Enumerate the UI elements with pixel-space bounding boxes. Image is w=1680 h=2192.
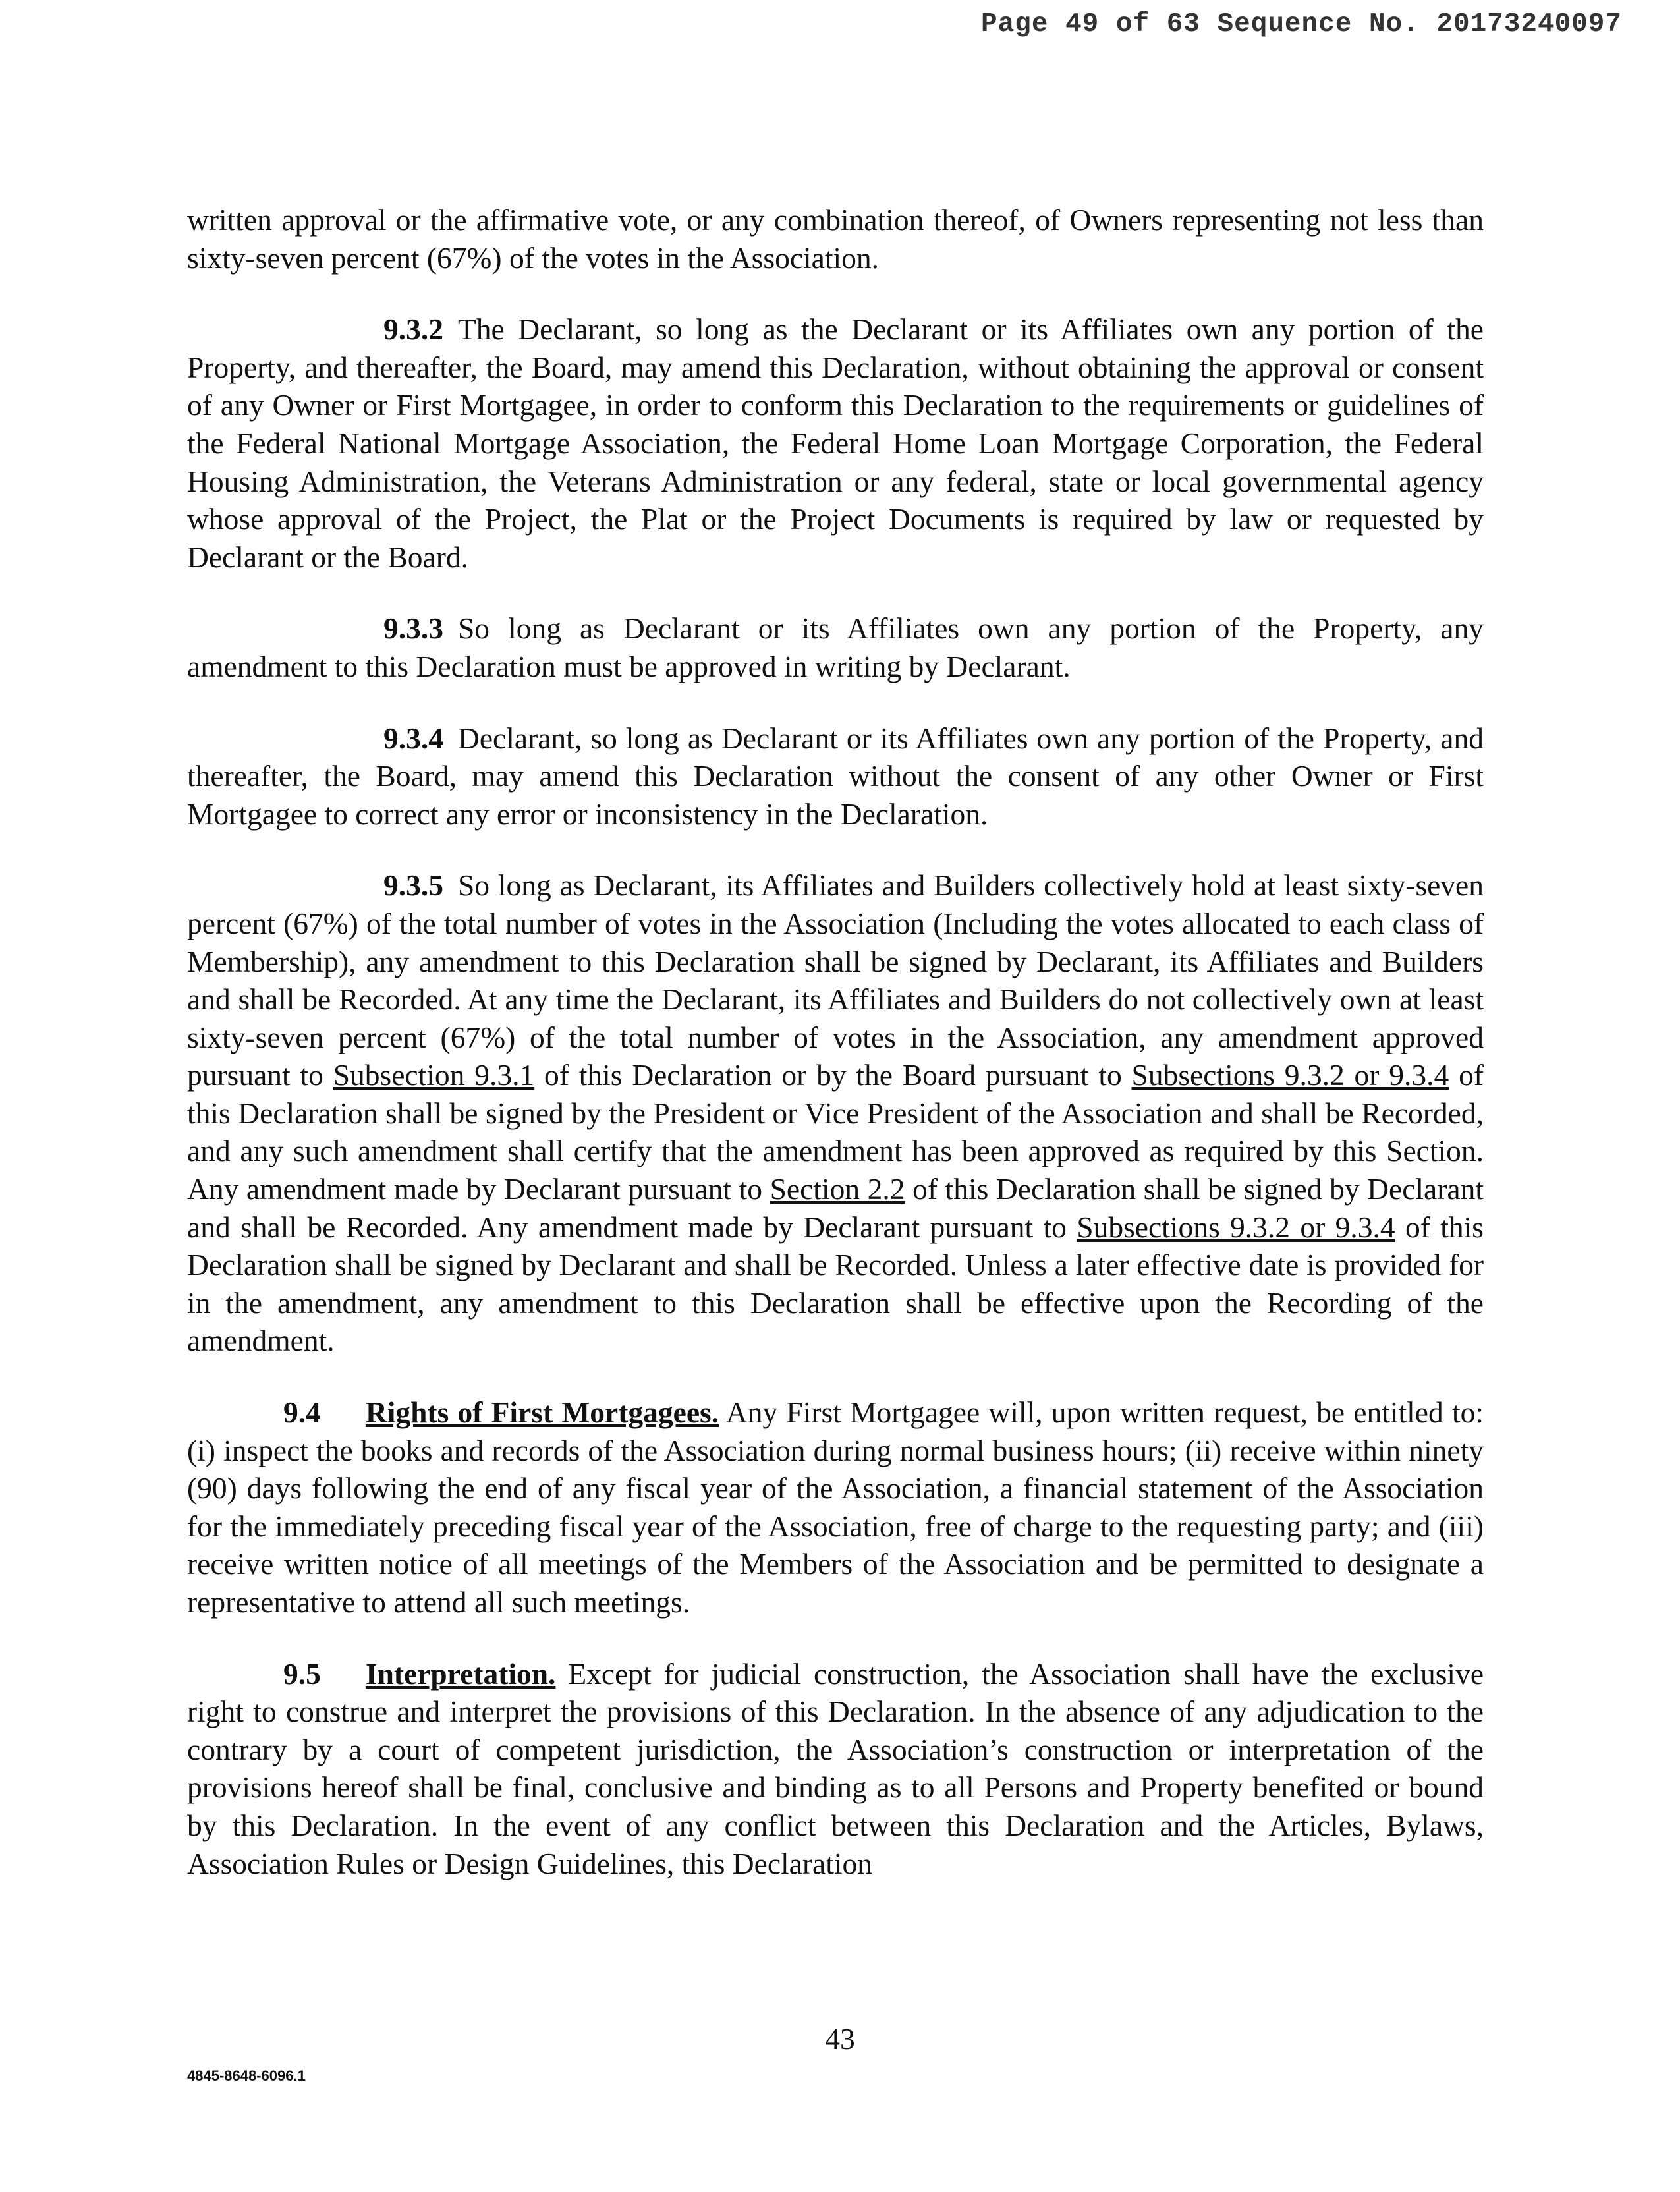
section-number: 9.5 — [283, 1656, 321, 1691]
paragraph-text: So long as Declarant, its Affiliates and Builders collectively hold at least sixty-seven percent (67%) of the total number of votes in the Association (Including the votes allocated to each class of Membership), any amendment to this Declaration shall be signed by Declarant, its Affiliates and Builders and shall be Recorded. At any time the Declarant, its Affiliates and Builders do not collectively own at least sixty-seven percent (67%) of the total number of votes in the Association, any amendment approved pursuant to — [187, 868, 1484, 1092]
paragraph-text: of this Declaration shall be signed by the President or Vice President of the Association and shall be Recorded, and any such amendment shall certify that the amendment has been approved as required by this Section. Any amendment made by Declarant pursuant to — [187, 1058, 1484, 1206]
paragraph-9-3-5 — [187, 866, 1484, 1360]
paragraph-9-3-2 — [187, 310, 1484, 576]
paragraph-9-4 — [187, 1393, 1484, 1621]
section-number: 9.3.3 — [383, 611, 443, 646]
paragraph-9-5 — [187, 1655, 1484, 1883]
paragraph-text: The Declarant, so long as the Declarant or its Affiliates own any portion of the Property, and thereafter, the Board, may amend this Declaration, without obtaining the approval or consent of any Owner or First Mortgagee, in order to conform this Declaration to the requirements or guidelines of the Federal National Mortgage Association, the Federal Home Loan Mortgage Corporation, the Federal Housing Administration, the Veterans Administration or any federal, state or local governmental agency whose approval of the Project, the Plat or the Project Documents is required by law or requested by Declarant or the Board. — [187, 312, 1484, 574]
paragraph-text: written approval or the affirmative vote, or any combination thereof, of Owners representing not less than sixty-seven percent (67%) of the votes in the Association. — [187, 203, 1484, 275]
cross-reference-subsections-9-3-2-9-3-4: Subsections 9.3.2 or 9.3.4 — [1131, 1058, 1449, 1092]
cross-reference-subsections-9-3-2-9-3-4: Subsections 9.3.2 or 9.3.4 — [1077, 1210, 1395, 1244]
paragraph-text: Declarant, so long as Declarant or its Affiliates own any portion of the Property, and thereafter, the Board, may amend this Declaration without the consent of any other Owner or First Mortgagee to correct any error or inconsistency in the Declaration. — [187, 721, 1484, 831]
paragraph-text: of this Declaration or by the Board pursuant to — [534, 1058, 1132, 1092]
paragraph-continuation — [187, 201, 1484, 277]
section-number: 9.3.5 — [383, 868, 443, 903]
page-sequence-header: Page 49 of 63 Sequence No. 20173240097 — [981, 9, 1622, 40]
paragraph-text: of this Declaration shall be signed by Declarant and shall be Recorded. Unless a later effective date is provided for in the amendment, any amendment to this Declaration shall be effective upon the Recording of the amendment. — [187, 1210, 1484, 1358]
section-number: 9.3.4 — [383, 721, 443, 755]
paragraph-text: So long as Declarant or its Affiliates own any portion of the Property, any amendment to this Declaration must be approved in writing by Declarant. — [187, 611, 1484, 683]
section-number: 9.3.2 — [383, 312, 443, 347]
cross-reference-section-2-2: Section 2.2 — [770, 1172, 905, 1206]
document-body — [187, 201, 1484, 1916]
page-number: 43 — [825, 2022, 855, 2056]
paragraph-text: Any First Mortgagee will, upon written request, be entitled to: (i) inspect the books and records of the Association during normal business hours; (ii) receive within ninety (90) days following the end of any fiscal year of the Association, a financial statement of the Association for the immediately preceding fiscal year of the Association, free of charge to the requesting party; and (iii) receive written notice of all meetings of the Members of the Association and be permitted to designate a representative to attend all such meetings. — [187, 1395, 1484, 1619]
section-heading: Rights of First Mortgagees. — [365, 1395, 719, 1430]
paragraph-9-3-3 — [187, 609, 1484, 685]
section-number: 9.4 — [283, 1395, 321, 1430]
paragraph-text: Except for judicial construction, the Association shall have the exclusive right to construe and interpret the provisions of this Declaration. In the absence of any adjudication to the contrary by a court of competent jurisdiction, the Association’s construction or interpretation of the provisions hereof shall be final, conclusive and binding as to all Persons and Property benefited or bound by this Declaration. In the event of any conflict between this Declaration and the Articles, Bylaws, Association Rules or Design Guidelines, this Declaration — [187, 1656, 1484, 1880]
cross-reference-subsection-9-3-1: Subsection 9.3.1 — [333, 1058, 535, 1092]
document-id: 4845-8648-6096.1 — [187, 2067, 306, 2084]
paragraph-text: of this Declaration shall be signed by Declarant and shall be Recorded. Any amendment made by Declarant pursuant to — [187, 1172, 1484, 1244]
section-heading: Interpretation. — [365, 1656, 556, 1691]
paragraph-9-3-4 — [187, 719, 1484, 833]
